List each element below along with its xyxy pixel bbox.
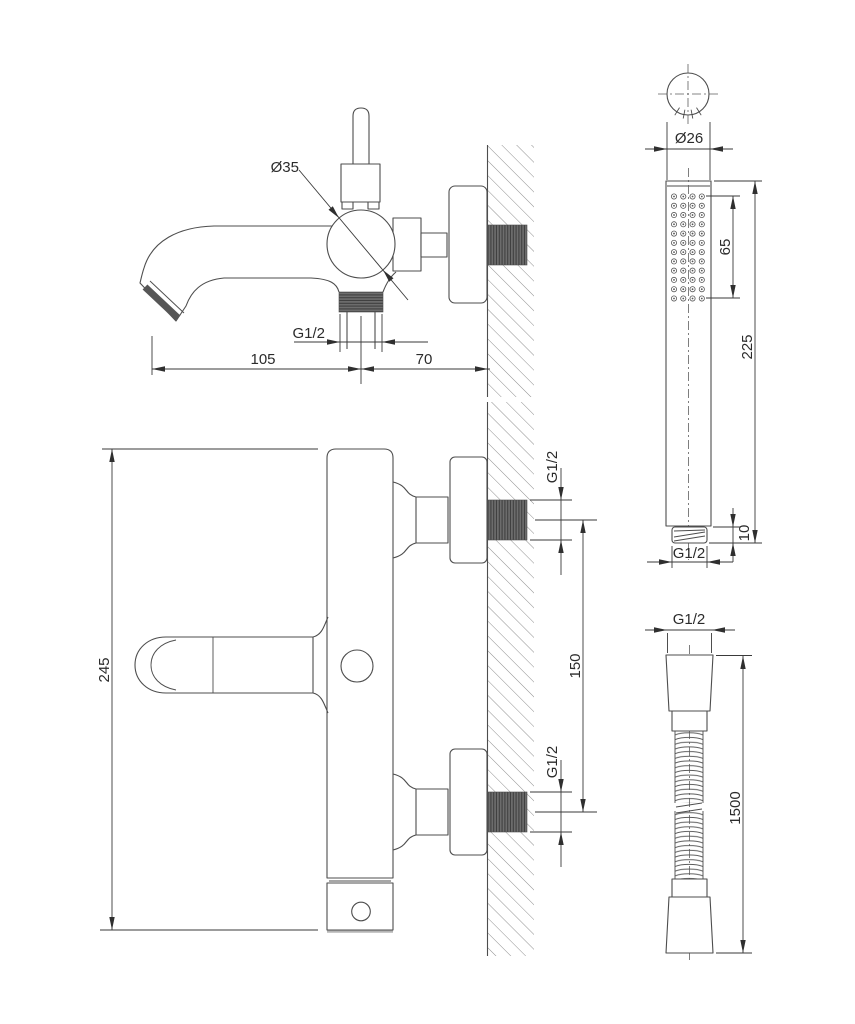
dim-spray-face-length: 65 (717, 238, 734, 256)
dim-head-diameter: Ø26 (674, 130, 704, 147)
mixer-side-view (140, 108, 534, 397)
hand-shower-view (645, 64, 762, 568)
mixer-front-view (96, 402, 597, 956)
mixer-body (327, 449, 393, 878)
hose-ribs-lower (675, 811, 703, 879)
handle-stem (353, 108, 369, 164)
wall-hatch (488, 145, 534, 397)
dim-outlet-thread: G1/2 (292, 325, 325, 342)
handle-flare-top (313, 617, 328, 637)
dim-hose-thread: G1/2 (672, 611, 706, 628)
dim-spout-reach: 105 (250, 351, 276, 368)
dim-shower-thread: G1/2 (672, 545, 706, 562)
bottom-block (327, 883, 393, 930)
connector-inner (421, 233, 447, 257)
handle-base (341, 164, 380, 202)
shower-hose-view (645, 611, 752, 963)
hose-top-collar (672, 711, 707, 731)
dim-wall-offset: 70 (415, 351, 433, 368)
hose-top-fitting (666, 655, 713, 711)
wall-hatch-2 (488, 402, 534, 956)
dimension-lines-side (152, 170, 490, 384)
handle-flare-bottom (313, 693, 328, 713)
dim-lower-thread: G1/2 (544, 745, 561, 779)
handle-ring-left (342, 202, 353, 209)
hose-bottom-collar (672, 879, 707, 897)
dim-body-diameter: Ø35 (270, 159, 299, 176)
wall-thread (488, 225, 527, 265)
outlet-thread (339, 292, 383, 312)
hose-ribs-upper (675, 731, 703, 803)
dim-inlet-spacing: 150 (567, 653, 584, 679)
dim-hose-length: 1500 (727, 791, 744, 825)
hose-bottom-fitting (666, 897, 713, 953)
dim-upper-thread: G1/2 (544, 450, 561, 484)
dim-thread-length: 10 (736, 524, 753, 542)
connector-outer (393, 218, 421, 271)
body-right-fillet (383, 272, 396, 292)
dim-total-length: 225 (739, 334, 756, 360)
dim-total-height: 245 (96, 657, 113, 683)
wall-flange (449, 186, 487, 303)
handle-ring-right (368, 202, 379, 209)
